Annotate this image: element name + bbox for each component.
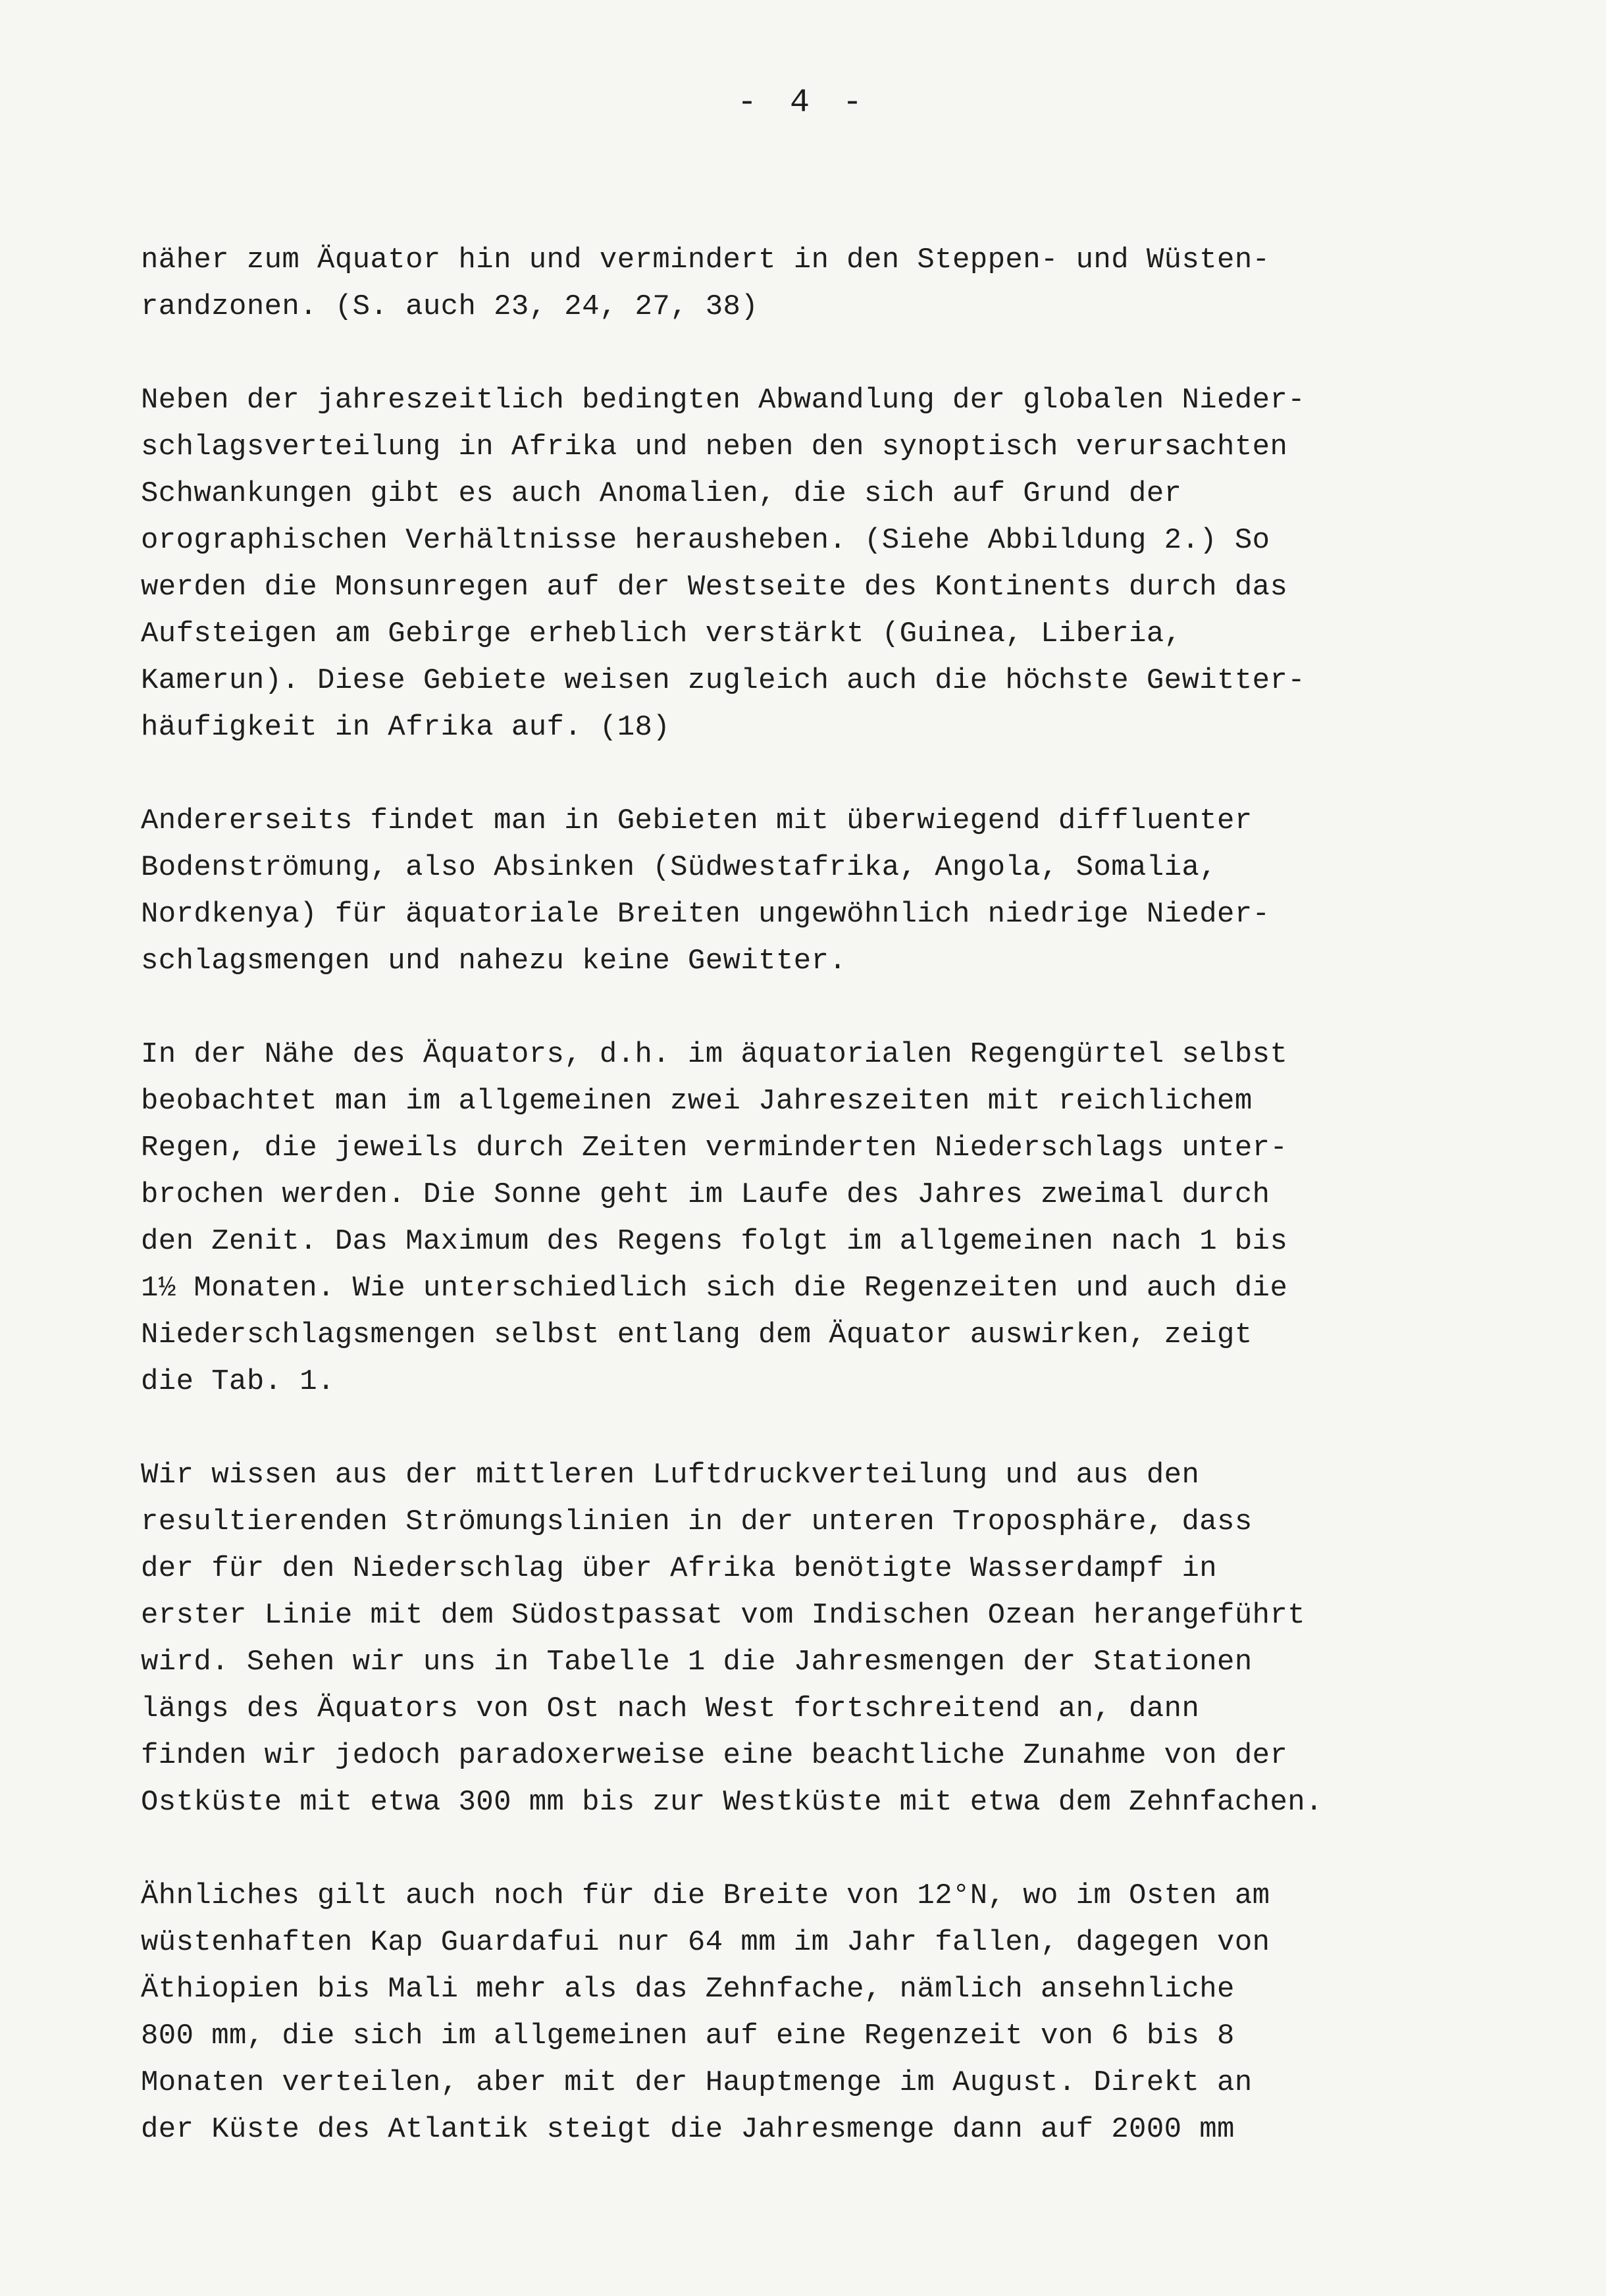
text-line: häufigkeit in Afrika auf. (18) bbox=[141, 711, 671, 744]
text-line: Regen, die jeweils durch Zeiten verminderten Niederschlags unter- bbox=[141, 1132, 1288, 1164]
text-line: resultierenden Strömungslinien in der unteren Troposphäre, dass bbox=[141, 1505, 1253, 1538]
page-number: - 4 - bbox=[737, 84, 869, 122]
text-line: Niederschlagsmengen selbst entlang dem Äquator auswirken, zeigt bbox=[141, 1318, 1253, 1351]
text-line: finden wir jedoch paradoxerweise eine beachtliche Zunahme von der bbox=[141, 1739, 1288, 1772]
text-line: Aufsteigen am Gebirge erheblich verstärkt (Guinea, Liberia, bbox=[141, 617, 1182, 650]
text-line: der für den Niederschlag über Afrika benötigte Wasserdampf in bbox=[141, 1552, 1218, 1585]
text-line: erster Linie mit dem Südostpassat vom Indischen Ozean herangeführt bbox=[141, 1599, 1306, 1632]
text-line: Neben der jahreszeitlich bedingten Abwandlung der globalen Nieder- bbox=[141, 384, 1306, 417]
text-line: 800 mm, die sich im allgemeinen auf eine Regenzeit von 6 bis 8 bbox=[141, 2020, 1235, 2052]
body-text bbox=[141, 237, 1444, 2200]
text-line: Andererseits findet man in Gebieten mit überwiegend diffluenter bbox=[141, 804, 1253, 837]
text-line: Kamerun). Diese Gebiete weisen zugleich auch die höchste Gewitter- bbox=[141, 664, 1306, 697]
text-line: orographischen Verhältnisse herausheben. (Siehe Abbildung 2.) So bbox=[141, 524, 1270, 557]
text-line: die Tab. 1. bbox=[141, 1365, 335, 1398]
text-line: 1½ Monaten. Wie unterschiedlich sich die Regenzeiten und auch die bbox=[141, 1272, 1288, 1305]
text-line: Wir wissen aus der mittleren Luftdruckverteilung und aus den bbox=[141, 1459, 1200, 1492]
paragraph bbox=[141, 1031, 1444, 1405]
paragraph bbox=[141, 798, 1444, 985]
paragraph bbox=[141, 1452, 1444, 1826]
text-line: schlagsmengen und nahezu keine Gewitter. bbox=[141, 945, 847, 978]
paragraph bbox=[141, 377, 1444, 751]
paragraph bbox=[141, 237, 1444, 330]
text-line: Nordkenya) für äquatoriale Breiten ungewöhnlich niedrige Nieder- bbox=[141, 898, 1270, 931]
text-line: der Küste des Atlantik steigt die Jahresmenge dann auf 2000 mm bbox=[141, 2113, 1235, 2146]
text-line: brochen werden. Die Sonne geht im Laufe des Jahres zweimal durch bbox=[141, 1178, 1270, 1211]
text-line: näher zum Äquator hin und vermindert in den Steppen- und Wüsten- bbox=[141, 244, 1270, 276]
text-line: schlagsverteilung in Afrika und neben den synoptisch verursachten bbox=[141, 430, 1288, 463]
text-line: Ostküste mit etwa 300 mm bis zur Westküste mit etwa dem Zehnfachen. bbox=[141, 1786, 1323, 1819]
text-line: Schwankungen gibt es auch Anomalien, die sich auf Grund der bbox=[141, 477, 1182, 510]
text-line: In der Nähe des Äquators, d.h. im äquatorialen Regengürtel selbst bbox=[141, 1038, 1288, 1071]
text-line: wird. Sehen wir uns in Tabelle 1 die Jahresmengen der Stationen bbox=[141, 1646, 1253, 1679]
text-line: den Zenit. Das Maximum des Regens folgt im allgemeinen nach 1 bis bbox=[141, 1225, 1288, 1258]
text-line: wüstenhaften Kap Guardafui nur 64 mm im Jahr fallen, dagegen von bbox=[141, 1926, 1270, 1959]
text-line: randzonen. (S. auch 23, 24, 27, 38) bbox=[141, 290, 759, 323]
text-line: beobachtet man im allgemeinen zwei Jahreszeiten mit reichlichem bbox=[141, 1085, 1253, 1118]
text-line: längs des Äquators von Ost nach West fortschreitend an, dann bbox=[141, 1692, 1200, 1725]
text-line: werden die Monsunregen auf der Westseite des Kontinents durch das bbox=[141, 571, 1288, 604]
text-line: Ähnliches gilt auch noch für die Breite von 12°N, wo im Osten am bbox=[141, 1879, 1270, 1912]
paragraph bbox=[141, 1873, 1444, 2153]
text-line: Monaten verteilen, aber mit der Hauptmenge im August. Direkt an bbox=[141, 2066, 1253, 2099]
text-line: Äthiopien bis Mali mehr als das Zehnfache, nämlich ansehnliche bbox=[141, 1973, 1235, 2006]
text-line: Bodenströmung, also Absinken (Südwestafrika, Angola, Somalia, bbox=[141, 851, 1218, 884]
